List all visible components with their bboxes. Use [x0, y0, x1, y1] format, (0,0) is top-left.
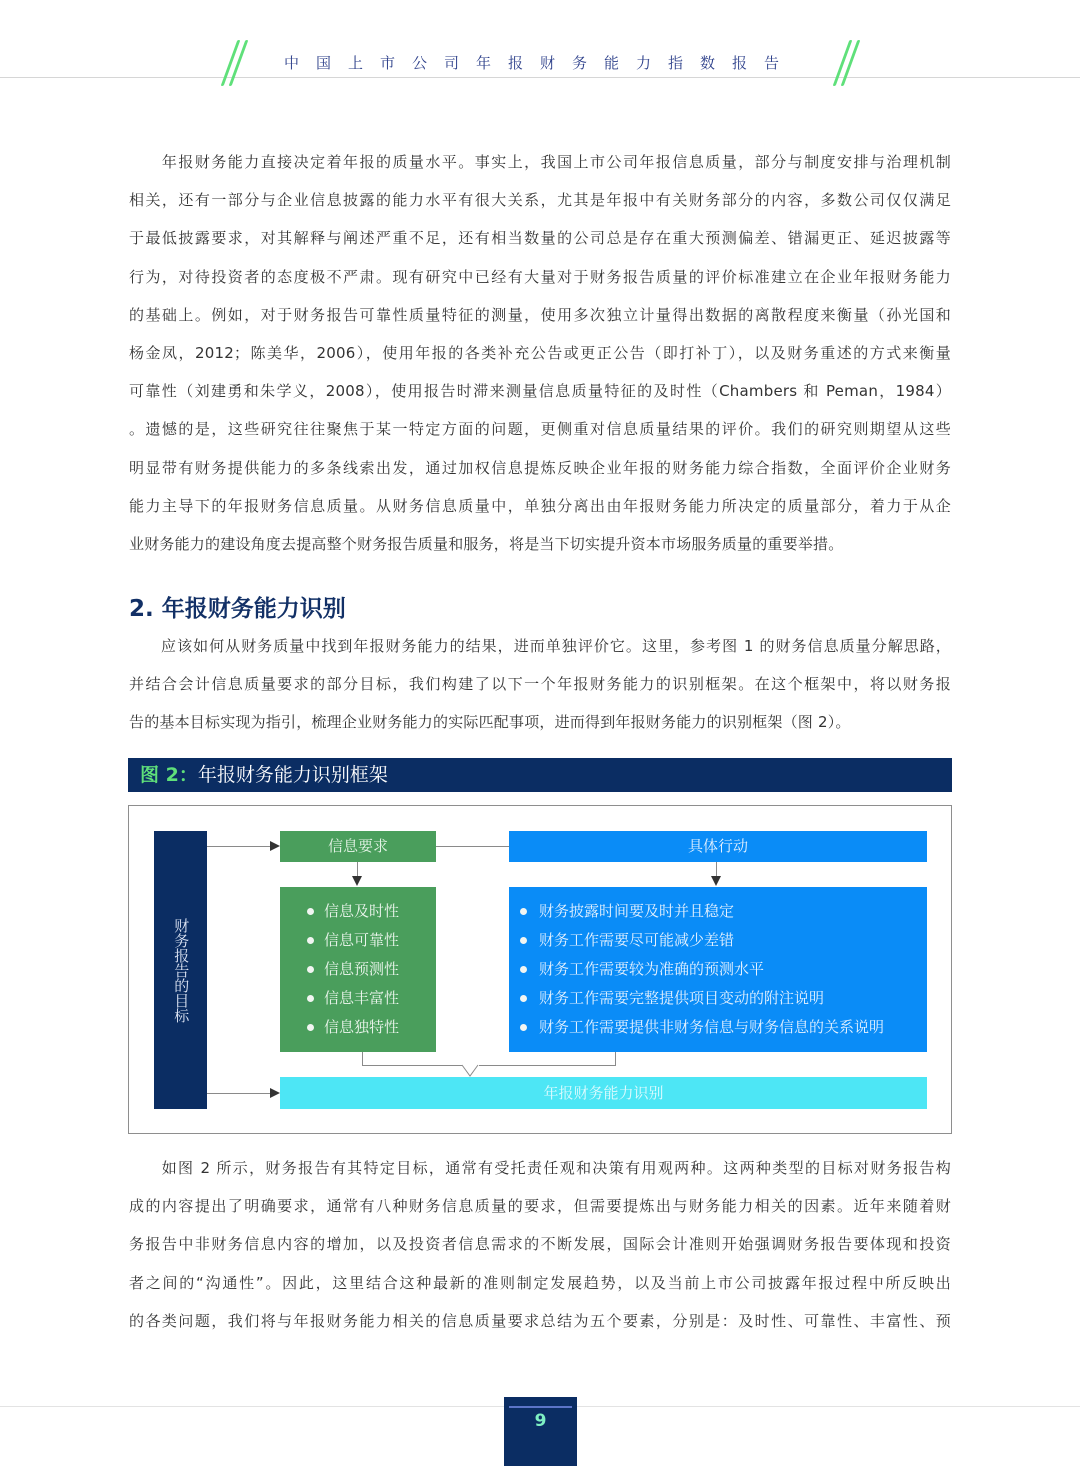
page-number-box: [504, 1397, 577, 1466]
paragraph-line: 务报告中非财务信息内容的增加，以及投资者信息需求的不断发展，国际会计准则开始强调财务报告要体现和投资: [129, 1235, 951, 1254]
bracket-base-left: [362, 1065, 462, 1066]
info-requirements-list: [280, 887, 436, 1044]
action-item: 财务工作需要完整提供项目变动的附注说明: [509, 986, 927, 1015]
page-number: 9: [534, 1411, 547, 1431]
closing-paragraph: [129, 1149, 951, 1340]
paragraph-line: 告的基本目标实现为指引，梳理企业财务能力的实际匹配事项，进而得到年报财务能力的识别框架（图 2）。: [129, 713, 851, 732]
connector-info-to-actions: [436, 846, 509, 847]
paragraph-line: 年报财务能力直接决定着年报的质量水平。事实上，我国上市公司年报信息质量，部分与制度安排与治理机制: [129, 153, 951, 171]
paragraph-line: 行为，对待投资者的态度极不严肃。现有研究中已经有大量对于财务报告质量的评价标准建立在企业年报财务能力: [129, 267, 951, 286]
arrow-down-icon: [711, 876, 721, 886]
result-bar: 年报财务能力识别: [280, 1077, 927, 1109]
paragraph-line: 如图 2 所示，财务报告有其特定目标，通常有受托责任观和决策有用观两种。这两种类型的目标对财务报告构: [129, 1159, 951, 1177]
paragraph-line: 可靠性（刘建勇和朱学义，2008），使用报告时滞来测量信息质量特征的及时性（Chambers 和 Peman，1984）: [129, 382, 951, 401]
paragraph-line: 成的内容提出了明确要求，通常有八种财务信息质量的要求，但需要提炼出与财务能力相关的因素。近年来随着财: [129, 1197, 951, 1216]
paragraph-line: 业财务能力的建设角度去提高整个财务报告质量和服务，将是当下切实提升资本市场服务质量的重要举措。: [129, 535, 844, 554]
action-item: 财务披露时间要及时并且稳定: [509, 899, 927, 928]
connector-info-down: [357, 862, 358, 877]
figure-number: 图 2：: [140, 764, 198, 786]
action-item: 财务工作需要较为准确的预测水平: [509, 957, 927, 986]
info-requirement-item: 信息预测性: [280, 957, 436, 986]
info-requirement-item: 信息及时性: [280, 899, 436, 928]
connector-goal-to-result: [207, 1093, 270, 1094]
paragraph-line: 并结合会计信息质量要求的部分目标，我们构建了以下一个年报财务能力的识别框架。在这个框架中，将以财务报: [129, 675, 951, 694]
actions-list-box: [509, 887, 927, 1052]
connector-goal-to-info: [207, 846, 270, 847]
paragraph-line: 杨金凤，2012；陈美华，2006），使用年报的各类补充公告或更正公告（即打补丁），以及财务重述的方式来衡量: [129, 344, 951, 363]
header-divider: [0, 77, 1080, 78]
goal-column: [154, 831, 207, 1109]
info-requirement-item: 信息丰富性: [280, 986, 436, 1015]
section-heading: 2. 年报财务能力识别: [129, 596, 346, 622]
arrow-right-icon: [270, 841, 280, 851]
paragraph-line: 。遗憾的是，这些研究往往聚焦于某一特定方面的问题，更侧重对信息质量结果的评价。我们的研究则期望从这些: [129, 420, 951, 439]
framework-diagram: [128, 805, 952, 1134]
bracket-left: [362, 1052, 363, 1065]
paragraph-line: 的各类问题，我们将与年报财务能力相关的信息质量要求总结为五个要素，分别是：及时性、可靠性、丰富性、预: [129, 1311, 951, 1330]
paragraph-line: 的基础上。例如，对于财务报告可靠性质量特征的测量，使用多次独立计量得出数据的离散程度来衡量（孙光国和: [129, 305, 951, 324]
section-paragraph: [129, 627, 951, 742]
action-item: 财务工作需要尽可能减少差错: [509, 928, 927, 957]
paragraph-line: 者之间的“沟通性”。因此，这里结合这种最新的准则制定发展趋势，以及当前上市公司披露年报过程中所反映出: [129, 1273, 951, 1292]
info-requirements-header: 信息要求: [280, 831, 436, 862]
paragraph-line: 应该如何从财务质量中找到年报财务能力的结果，进而单独评价它。这里，参考图 1 的财务信息质量分解思路，: [129, 637, 951, 655]
connector-actions-down: [716, 862, 717, 877]
bracket-right: [615, 1052, 616, 1065]
bracket-pointer-icon: [461, 1064, 481, 1078]
bracket-base-right: [479, 1065, 616, 1066]
paragraph-line: 明显带有财务提供能力的多条线索出发，通过加权信息提炼反映企业年报的财务能力综合指数，全面评价企业财务: [129, 458, 951, 477]
figure-title-bar: [128, 758, 952, 792]
action-item: 财务工作需要提供非财务信息与财务信息的关系说明: [509, 1015, 927, 1044]
paragraph-line: 能力主导下的年报财务信息质量。从财务信息质量中，单独分离出由年报财务能力所决定的质量部分，着力于从企: [129, 496, 951, 515]
actions-list: [509, 887, 927, 1044]
page-number-accent: [509, 1406, 572, 1408]
info-requirement-item: 信息可靠性: [280, 928, 436, 957]
intro-paragraph: [129, 143, 951, 563]
figure-title: 年报财务能力识别框架: [197, 764, 388, 786]
info-requirement-item: 信息独特性: [280, 1015, 436, 1044]
actions-header: 具体行动: [509, 831, 927, 862]
paragraph-line: 相关，还有一部分与企业信息披露的能力水平有很大关系，尤其是年报中有关财务部分的内容，多数公司仅仅满足: [129, 191, 951, 210]
paragraph-line: 于最低披露要求，对其解释与阐述严重不足，还有相当数量的公司总是存在重大预测偏差、错漏更正、延迟披露等: [129, 229, 951, 248]
arrow-right-icon: [270, 1088, 280, 1098]
arrow-down-icon: [352, 876, 362, 886]
info-requirements-list-box: [280, 887, 436, 1052]
report-header-title: 中国上市公司年报财务能力指数报告: [283, 54, 796, 72]
goal-label: 财务报告的目标: [172, 917, 191, 1023]
